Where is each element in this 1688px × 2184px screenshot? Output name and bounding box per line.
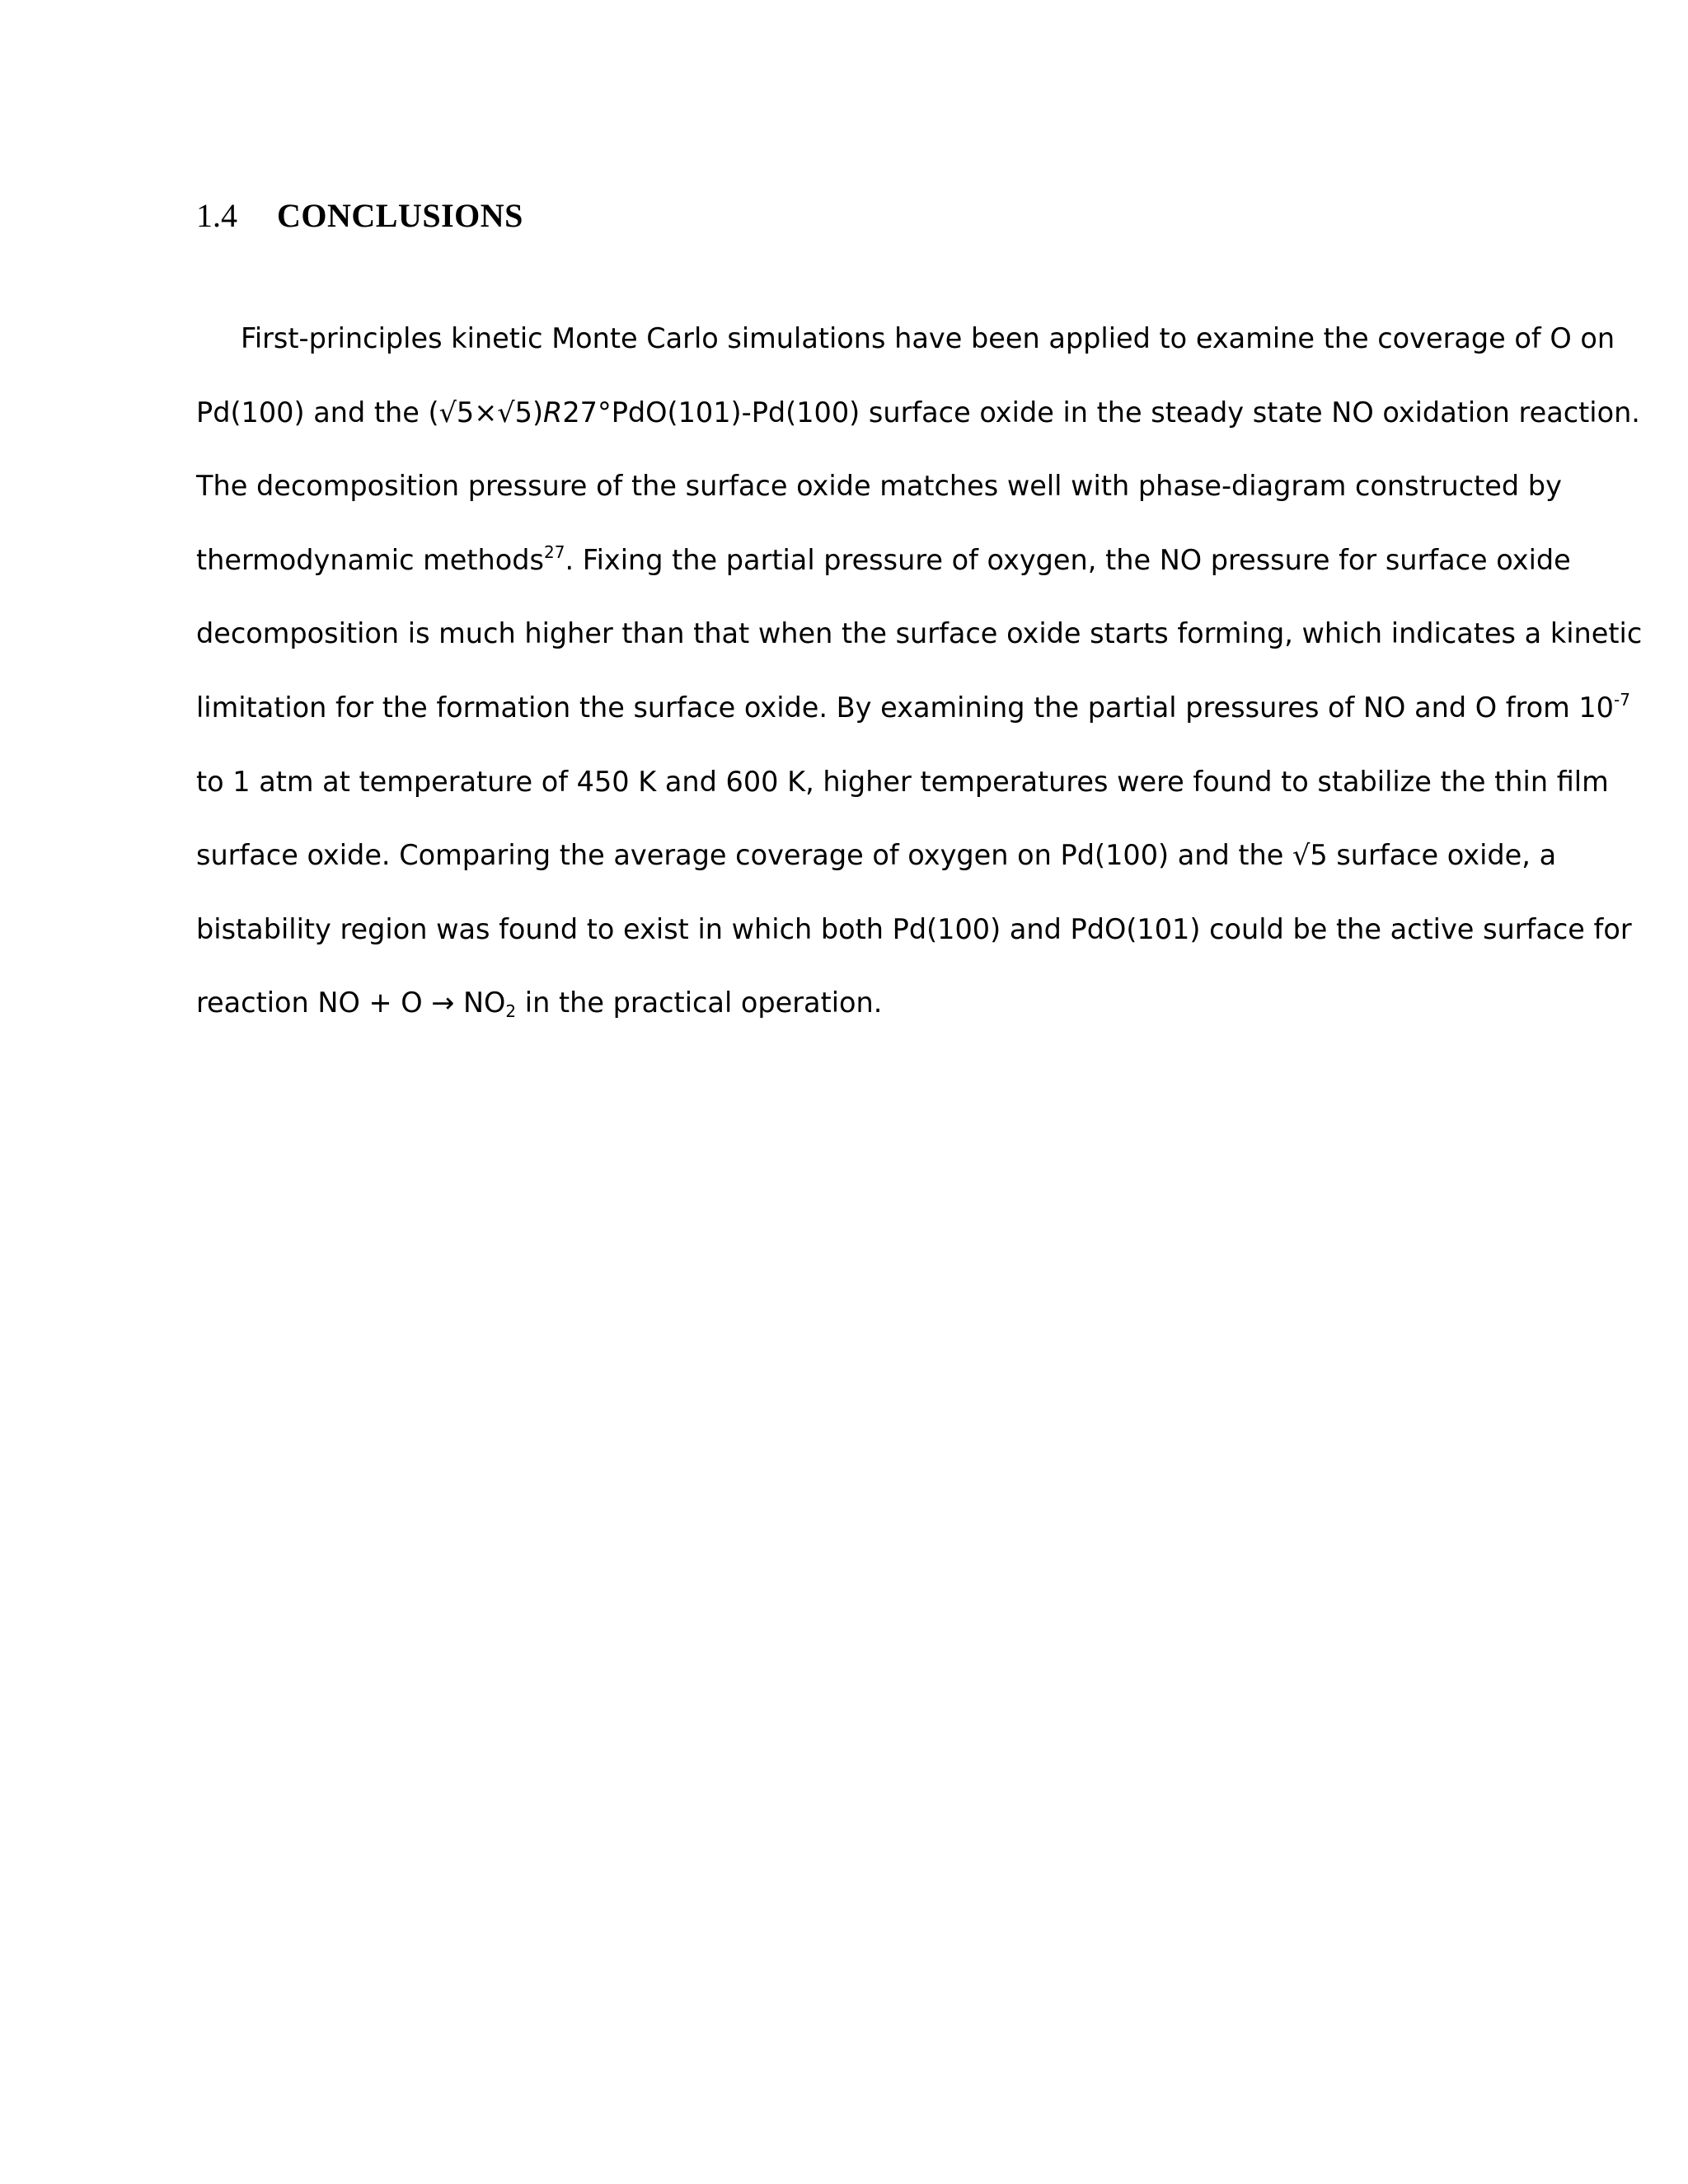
section-heading (196, 196, 523, 246)
italic-symbol: R (543, 396, 563, 429)
text-run: First-principles kinetic Monte Carlo simulations have been applied to examine the coverage of O on (241, 322, 1615, 354)
paragraph-line-4 (196, 523, 1571, 598)
text-run: in the practical operation. (516, 987, 883, 1019)
exponent: -7 (1614, 689, 1630, 710)
conclusions-paragraph (196, 302, 1643, 1040)
text-run: thermodynamic methods (196, 543, 544, 576)
subscript: 2 (505, 1001, 517, 1022)
paragraph-line-9 (196, 893, 1632, 967)
text-run: 27°PdO(101)-Pd(100) surface oxide in the steady state NO oxidation reaction. (562, 396, 1640, 429)
section-title: CONCLUSIONS (277, 197, 523, 234)
paragraph-line-7 (196, 745, 1609, 819)
paragraph-line-8 (196, 818, 1557, 893)
text-run: surface oxide. Comparing the average coverage of oxygen on Pd(100) and the √5 surface oxide, a (196, 839, 1557, 872)
paragraph-line-3 (196, 449, 1562, 523)
text-run: . Fixing the partial pressure of oxygen, the NO pressure for surface oxide (565, 543, 1571, 576)
text-run: decomposition is much higher than that when the surface oxide starts forming, which indicates a kinetic (196, 617, 1643, 650)
text-run: to 1 atm at temperature of 450 K and 600 K, higher temperatures were found to stabilize the thin film (196, 765, 1609, 798)
citation-reference: 27 (543, 541, 565, 562)
paragraph-line-2 (196, 376, 1640, 450)
paragraph-line-5 (196, 597, 1643, 671)
text-run: Pd(100) and the (√5×√5) (196, 396, 544, 429)
text-run: reaction NO + O → NO (196, 987, 506, 1019)
paragraph-line-10 (196, 966, 1472, 1040)
text-run: limitation for the formation the surface oxide. By examining the partial pressures of NO and O from 10 (196, 691, 1614, 724)
paragraph-line-1 (196, 302, 1615, 376)
text-run: The decomposition pressure of the surface oxide matches well with phase-diagram constructed by (196, 470, 1562, 503)
section-number: 1.4 (196, 197, 237, 234)
paragraph-line-6 (196, 671, 1630, 745)
text-run: bistability region was found to exist in which both Pd(100) and PdO(101) could be the active surface for (196, 912, 1632, 945)
